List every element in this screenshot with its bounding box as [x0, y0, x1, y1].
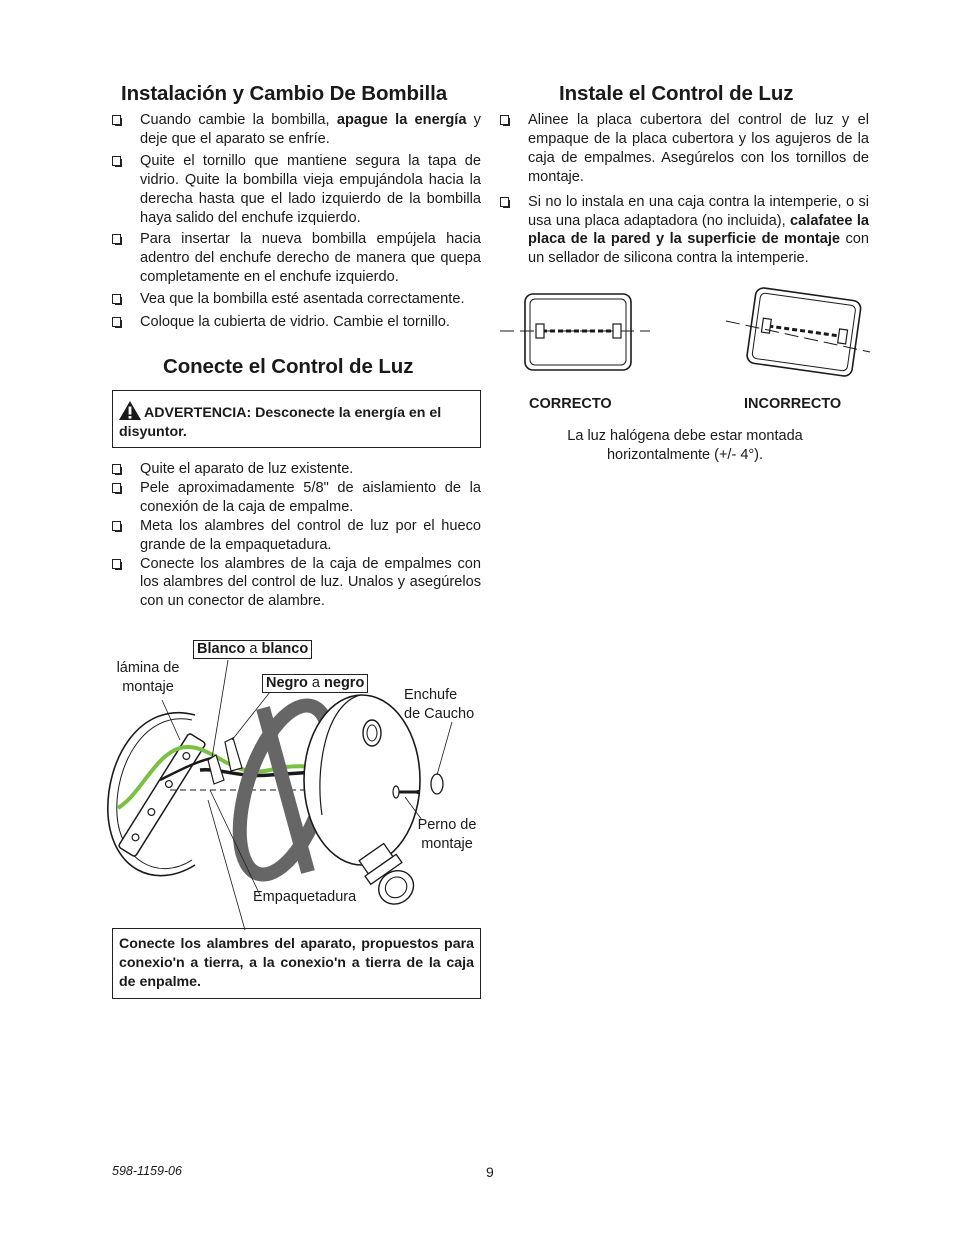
connect-control-list [112, 460, 481, 611]
warning-box [112, 390, 481, 448]
wire-nut-black [225, 738, 242, 771]
list-item [112, 517, 481, 555]
checkbox-bullet-icon [112, 521, 121, 531]
list-item [112, 479, 481, 517]
list-item-text: Vea que la bombilla esté asentada correctamente. [140, 291, 465, 308]
knockout-hole [363, 720, 381, 746]
checkbox-bullet-icon [500, 115, 509, 125]
label-lamina-montaje: lámina de montaje [116, 660, 180, 695]
checkbox-bullet-icon [112, 483, 121, 493]
label-empaquetadura: Empaquetadura [253, 889, 357, 905]
control-housing [304, 695, 420, 865]
list-item [112, 230, 481, 287]
checkbox-bullet-icon [112, 234, 121, 244]
install-bulb-list [112, 111, 481, 332]
list-item [112, 555, 481, 612]
list-item-text: Si no lo instala en una caja contra la intemperie, o si usa una placa adaptadora (no incluida), [528, 193, 869, 229]
page-number: 9 [486, 1164, 494, 1180]
ground-note-box: Conecte los alambres del aparato, propuestos para conexio'n a tierra, a la conexio'n a tierra de la caja de enpalme. [112, 928, 481, 999]
label-enchufe-caucho: Enchufe de Caucho [404, 687, 475, 722]
list-item-text: Alinee la placa cubertora del control de luz y el empaque de la placa cubertora y los agujeros de la caja de empalmes. Asegúrelos con los tornillos de montaje. [528, 112, 869, 185]
checkbox-bullet-icon [112, 156, 121, 166]
install-control-list [500, 111, 869, 268]
list-item-text: Pele aproximadamente 5/8" de aislamiento de la conexión de la caja de empalme. [140, 479, 481, 515]
list-item [500, 193, 869, 269]
checkbox-bullet-icon [500, 197, 509, 207]
orientation-figures [500, 285, 880, 385]
list-item [112, 313, 481, 332]
list-item-bold: apague la energía [336, 112, 467, 128]
rubber-plug [431, 774, 443, 794]
checkbox-bullet-icon [112, 115, 121, 125]
section-title-connect-control: Conecte el Control de Luz [163, 355, 414, 378]
figure-incorrect [746, 287, 862, 377]
section-title-install-control: Instale el Control de Luz [559, 82, 794, 105]
list-item-text: Cuando cambie la bombilla, [140, 112, 337, 128]
list-item-text: Coloque la cubierta de vidrio. Cambie el tornillo. [140, 314, 450, 331]
section-title-install-bulb: Instalación y Cambio De Bombilla [121, 82, 448, 105]
list-item-text: Meta los alambres del control de luz por el hueco grande de la empaquetadura. [140, 517, 481, 553]
label-correct: CORRECTO [529, 396, 612, 412]
warning-text: ADVERTENCIA: Desconecte la energía en el disyuntor. [119, 405, 442, 440]
tag-white-to-white: Blanco a blanco [193, 640, 312, 659]
list-item-text: Quite el aparato de luz existente. [140, 461, 354, 477]
doc-number: 598-1159-06 [112, 1164, 182, 1178]
list-item [500, 111, 869, 187]
label-perno-montaje: Perno de montaje [417, 817, 477, 852]
list-item-text: Para insertar la nueva bombilla empújela hacia adentro del enchufe derecho de manera que quepa completamente en el enchufe izquierdo. [140, 231, 481, 286]
list-item-text: y deje que el aparato se enfríe. [140, 112, 481, 147]
checkbox-bullet-icon [112, 464, 121, 474]
list-item-text: con un sellador de silicona contra la intemperie. [528, 231, 869, 267]
checkbox-bullet-icon [112, 294, 121, 304]
tag-black-to-black: Negro a negro [262, 674, 368, 693]
halogen-caption: La luz halógena debe estar montada horizontalmente (+/- 4°). [567, 428, 803, 463]
list-item [112, 152, 481, 228]
checkbox-bullet-icon [112, 559, 121, 569]
label-incorrect: INCORRECTO [744, 396, 842, 412]
list-item-text: Conecte los alambres de la caja de empalmes con los alambres del control de luz. Unalos y asegúrelos con un conector de alambre. [140, 555, 481, 610]
figure-correct [500, 294, 650, 370]
list-item-bold: calafatee la placa de la pared y la superficie de montaje [528, 212, 869, 248]
list-item-text: Quite el tornillo que mantiene segura la tapa de vidrio. Quite la bombilla vieja empujándola hacia la derecha hasta que el lado izquierdo de la bombilla haya salido del enchufe izquierdo. [140, 152, 481, 226]
list-item [112, 111, 481, 149]
checkbox-bullet-icon [112, 317, 121, 327]
warning-triangle-icon [119, 401, 141, 420]
list-item [112, 460, 481, 479]
list-item [112, 290, 481, 309]
